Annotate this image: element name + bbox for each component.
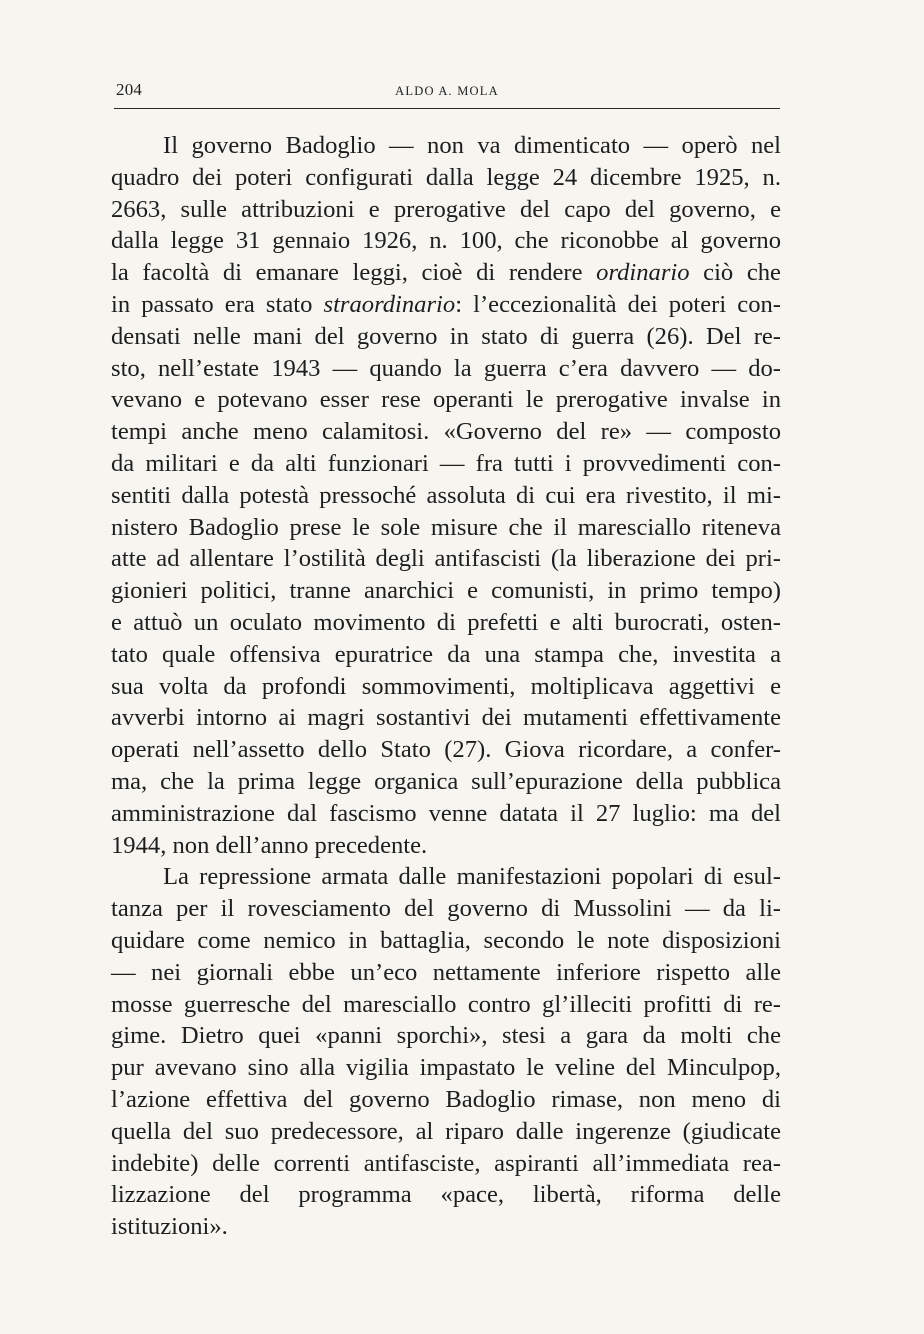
running-head-author: ALDO A. MOLA (395, 84, 499, 98)
text-line: vevano e potevano esser rese operanti le prerogative invalse in (111, 386, 781, 414)
emphasized-word: straordinario (323, 290, 456, 318)
text-line: tempi anche meno calamitosi. «Governo del re» — composto (111, 418, 781, 446)
text-line: l’azione effettiva del governo Badoglio rimase, non meno di (111, 1085, 781, 1113)
body-text (111, 130, 781, 1243)
text-line: 2663, sulle attribuzioni e prerogative del capo del governo, e (111, 195, 781, 223)
text-line: sto, nell’estate 1943 — quando la guerra c’era davvero — do- (111, 354, 781, 382)
emphasized-word: ordinario (596, 259, 690, 287)
text-line: ma, che la prima legge organica sull’epurazione della pubblica (111, 767, 781, 795)
text-line: densati nelle mani del governo in stato di guerra (26). Del re- (111, 322, 781, 350)
text-line: Il governo Badoglio — non va dimenticato — operò nel (163, 132, 781, 159)
text-line: nistero Badoglio prese le sole misure che il maresciallo riteneva (111, 513, 781, 541)
text-line: dalla legge 31 gennaio 1926, n. 100, che riconobbe al governo (111, 227, 781, 255)
text-line: gionieri politici, tranne anarchici e comunisti, in primo tempo) (111, 577, 781, 605)
text-line: atte ad allentare l’ostilità degli antifascisti (la liberazione dei pri- (111, 545, 781, 573)
paragraph-2 (111, 861, 781, 1243)
text-line: sentiti dalla potestà pressoché assoluta di cui era rivestito, il mi- (111, 481, 781, 509)
text-line: La repressione armata dalle manifestazioni popolari di esul- (163, 863, 781, 891)
text-line: lizzazione del programma «pace, libertà, riforma delle (111, 1181, 781, 1209)
text-line: la facoltà di emanare leggi, cioè di rendere ordinario ciò che (111, 259, 781, 287)
running-header (114, 80, 780, 109)
text-line: quella del suo predecessore, al riparo dalle ingerenze (giudicate (111, 1117, 781, 1145)
text-line: — nei giornali ebbe un’eco nettamente inferiore rispetto alle (111, 958, 781, 986)
text-line: indebite) delle correnti antifasciste, aspiranti all’immediata rea- (111, 1149, 781, 1177)
text-line: gime. Dietro quei «panni sporchi», stesi a gara da molti che (111, 1022, 781, 1050)
text-line: quadro dei poteri configurati dalla legge 24 dicembre 1925, n. (111, 163, 781, 191)
text-line: pur avevano sino alla vigilia impastato le veline del Minculpop, (111, 1054, 781, 1082)
text-line: avverbi intorno ai magri sostantivi dei mutamenti effettivamente (111, 704, 781, 732)
text-line: in passato era stato straordinario: l’eccezionalità dei poteri con- (111, 290, 781, 318)
text-line: da militari e da alti funzionari — fra tutti i provvedimenti con- (111, 449, 781, 477)
text-line: operati nell’assetto dello Stato (27). Giova ricordare, a confer- (111, 736, 781, 764)
text-line: amministrazione dal fascismo venne datata il 27 luglio: ma del (111, 799, 781, 827)
text-line: quidare come nemico in battaglia, secondo le note disposizioni (111, 926, 781, 954)
page-number: 204 (116, 80, 143, 99)
text-line: sua volta da profondi sommovimenti, moltiplicava aggettivi e (111, 672, 781, 700)
text-line: mosse guerresche del maresciallo contro gl’illeciti profitti di re- (111, 990, 781, 1018)
paragraph-1 (111, 130, 781, 861)
text-line: 1944, non dell’anno precedente. (111, 831, 428, 859)
text-line: tanza per il rovesciamento del governo di Mussolini — da li- (111, 895, 781, 923)
text-line: istituzioni». (111, 1213, 228, 1241)
text-line: tato quale offensiva epuratrice da una stampa che, investita a (111, 640, 781, 668)
text-line: e attuò un oculato movimento di prefetti e alti burocrati, osten- (111, 608, 781, 636)
